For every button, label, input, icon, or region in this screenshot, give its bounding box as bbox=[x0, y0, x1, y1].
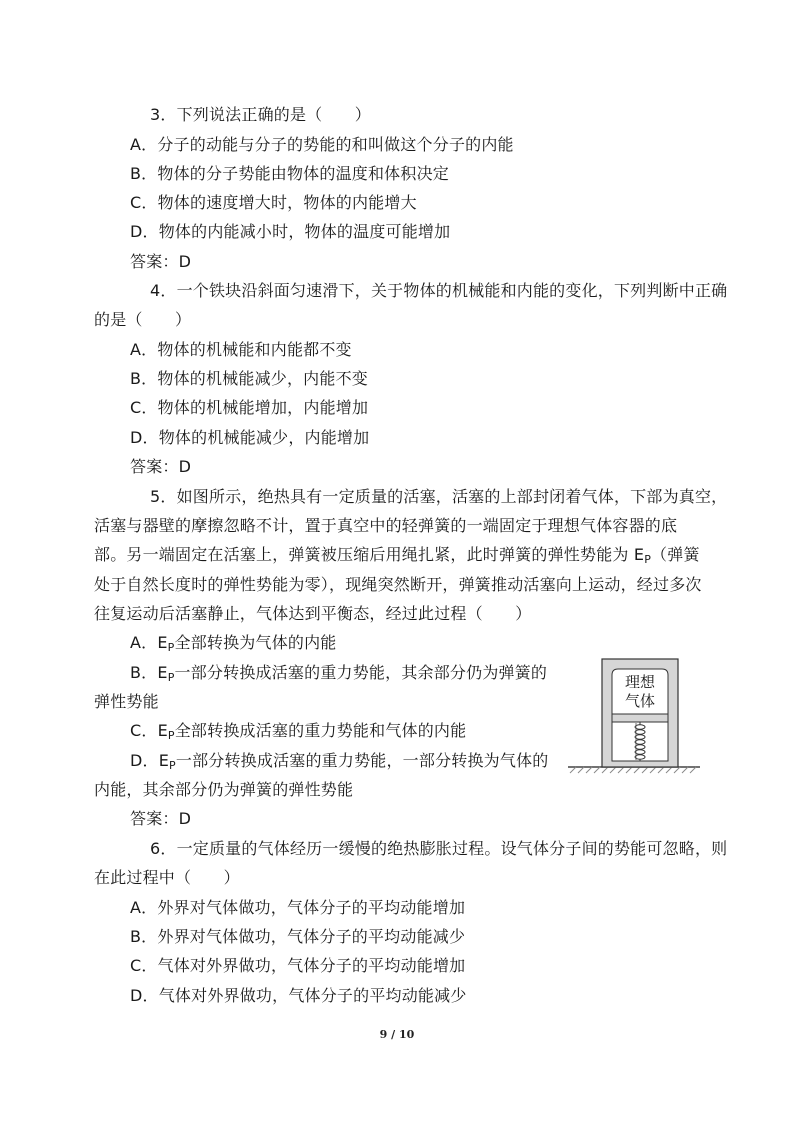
q5-option-d bbox=[130, 751, 548, 773]
q5-option-d-line2: 内能，其余部分仍为弹簧的弹性势能 bbox=[94, 780, 354, 799]
q4-option-d: D．物体的机械能减少，内能增加 bbox=[130, 428, 370, 447]
figure-label-line2: 气体 bbox=[624, 692, 655, 710]
q5-option-b-post: 一部分转换成活塞的重力势能，其余部分仍为弹簧的 bbox=[174, 663, 548, 682]
q6-option-c: C．气体对外界做功，气体分子的平均动能增加 bbox=[130, 956, 466, 975]
q6-option-a: A．外界对气体做功，气体分子的平均动能增加 bbox=[130, 898, 466, 917]
q5-option-a-pre: A．E bbox=[130, 633, 168, 652]
page-number: 9 / 10 bbox=[379, 1028, 415, 1041]
q5-stem-line3-post: （弹簧 bbox=[651, 545, 700, 564]
q5-option-d-pre: D．E bbox=[130, 751, 170, 770]
q5-stem-line1: 5．如图所示，绝热具有一定质量的活塞，活塞的上部封闭着气体，下部为真空， bbox=[150, 487, 728, 506]
q5-option-b bbox=[130, 663, 547, 685]
q6-stem-line1: 6．一定质量的气体经历一缓慢的绝热膨胀过程。设气体分子间的势能可忽略，则 bbox=[150, 839, 728, 858]
q3-option-b: B．物体的分子势能由物体的温度和体积决定 bbox=[130, 164, 449, 183]
q3-answer: 答案：D bbox=[130, 252, 192, 271]
q5-option-a bbox=[130, 633, 337, 655]
ep-subscript: P bbox=[167, 729, 175, 742]
ep-subscript: P bbox=[644, 553, 652, 566]
figure-label-line1: 理想 bbox=[624, 673, 655, 691]
ep-subscript: P bbox=[167, 641, 175, 654]
q5-option-c-pre: C．E bbox=[130, 721, 168, 740]
q5-option-a-post: 全部转换为气体的内能 bbox=[174, 633, 337, 652]
q6-stem-line2: 在此过程中（ ） bbox=[94, 868, 240, 887]
q5-stem-line5: 往复运动后活塞静止，气体达到平衡态，经过此过程（ ） bbox=[94, 604, 532, 623]
q3-stem: 3．下列说法正确的是（ ） bbox=[150, 105, 371, 124]
q4-option-c: C．物体的机械能增加，内能增加 bbox=[130, 398, 369, 417]
q5-option-d-post: 一部分转换成活塞的重力势能，一部分转换为气体的 bbox=[175, 751, 549, 770]
q5-option-b-pre: B．E bbox=[130, 663, 168, 682]
q3-option-c: C．物体的速度增大时，物体的内能增大 bbox=[130, 193, 417, 212]
q5-option-b-line2: 弹性势能 bbox=[94, 692, 159, 711]
q5-stem-line3 bbox=[94, 545, 700, 567]
q5-answer: 答案：D bbox=[130, 809, 192, 828]
q4-stem-line1: 4．一个铁块沿斜面匀速滑下，关于物体的机械能和内能的变化，下列判断中正确 bbox=[150, 281, 728, 300]
q6-option-b: B．外界对气体做功，气体分子的平均动能减少 bbox=[130, 927, 466, 946]
q3-option-a: A．分子的动能与分子的势能的和叫做这个分子的内能 bbox=[130, 135, 514, 154]
q4-stem-line2: 的是（ ） bbox=[94, 310, 192, 329]
q5-stem-line2: 活塞与器壁的摩擦忽略不计，置于真空中的轻弹簧的一端固定于理想气体容器的底 bbox=[94, 516, 678, 535]
q4-option-b: B．物体的机械能减少，内能不变 bbox=[130, 369, 368, 388]
q4-answer: 答案：D bbox=[130, 457, 192, 476]
gas-container-figure bbox=[566, 657, 702, 775]
q4-option-a: A．物体的机械能和内能都不变 bbox=[130, 340, 352, 359]
ep-subscript: P bbox=[169, 759, 176, 772]
q3-option-d: D．物体的内能减小时，物体的温度可能增加 bbox=[130, 222, 451, 241]
ep-subscript: P bbox=[167, 671, 175, 684]
q5-option-c bbox=[130, 721, 466, 743]
q5-stem-line3-pre: 部。另一端固定在活塞上，弹簧被压缩后用绳扎紧，此时弹簧的弹性势能为 E bbox=[94, 545, 645, 564]
q6-option-d: D．气体对外界做功，气体分子的平均动能减少 bbox=[130, 986, 467, 1005]
q5-stem-line4: 处于自然长度时的弹性势能为零），现绳突然断开，弹簧推动活塞向上运动，经过多次 bbox=[94, 575, 702, 594]
q5-option-c-post: 全部转换成活塞的重力势能和气体的内能 bbox=[174, 721, 467, 740]
